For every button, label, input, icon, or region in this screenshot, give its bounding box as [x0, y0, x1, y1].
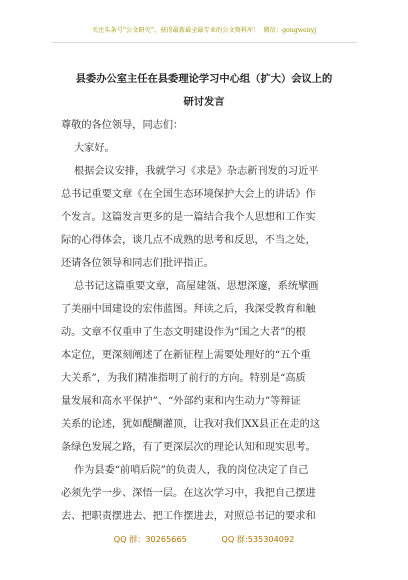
body-line: 际的心得体会，谈几点不成熟的思考和反思，不当之处，: [61, 235, 316, 246]
body-line: 动。文章不仅重申了生态文明建设作为“国之大者”的根: [61, 327, 306, 338]
body-line: 去、把职责摆进去、把工作摆进去，对照总书记的要求和: [61, 511, 316, 522]
body-line: 根据会议安排，我就学习《求是》杂志新刊发的习近平: [61, 166, 319, 177]
body-line: 大家好。: [61, 143, 115, 154]
document-title-line2: 研讨发言: [183, 96, 225, 108]
body-line: 必须先学一步、深悟一层。在这次学习中，我把自己摆进: [61, 488, 316, 499]
body-line: 总书记重要文章《在全国生态环境保护大会上的讲话》作: [61, 189, 316, 200]
body-line: 本定位，更深刻阐述了在新征程上需要处理好的“五个重: [61, 350, 311, 361]
body-line: 大关系”，为我们精准指明了前行的方向。特别是“高质: [61, 373, 306, 384]
body-line: 还请各位领导和同志们批评指正。: [61, 258, 214, 269]
promo-text: 关注头条号“公文研究”，获得最新最全最专业的公文资料库！: [91, 27, 260, 34]
body-line: 了美丽中国建设的宏伟蓝图。拜读之后，我深受教育和触: [61, 304, 316, 315]
body-line: 总书记这篇重要文章，高屋建瓴、思想深邃，系统擘画: [61, 281, 319, 292]
body-line: 作为县委“前哨后院”的负责人，我的岗位决定了自己: [61, 465, 309, 476]
wechat-text: 微信：gongwenyj: [263, 27, 317, 34]
salutation: 尊敬的各位领导，同志们：: [61, 120, 184, 131]
document-title: 县委办公室主任在县委理论学习中心组（扩大）会议上的: [75, 73, 333, 85]
promo-banner: [0, 26, 408, 35]
header-divider: [52, 42, 357, 43]
body-line: 关系的论述，犹如醍醐灌顶，让我对我们XX县正在走的这: [61, 419, 321, 430]
body-line: 量发展和高水平保护”、“外部约束和内生动力”等辩证: [61, 396, 301, 407]
footer: [0, 534, 408, 545]
qq-group-1: QQ 群：30265665: [113, 534, 187, 544]
body-line: 个发言。这篇发言更多的是一篇结合我个人思想和工作实: [61, 212, 316, 223]
body-line: 条绿色发展之路，有了更深层次的理论认知和现实思考。: [61, 442, 316, 453]
qq-group-2: QQ 群:535304092: [221, 534, 295, 544]
